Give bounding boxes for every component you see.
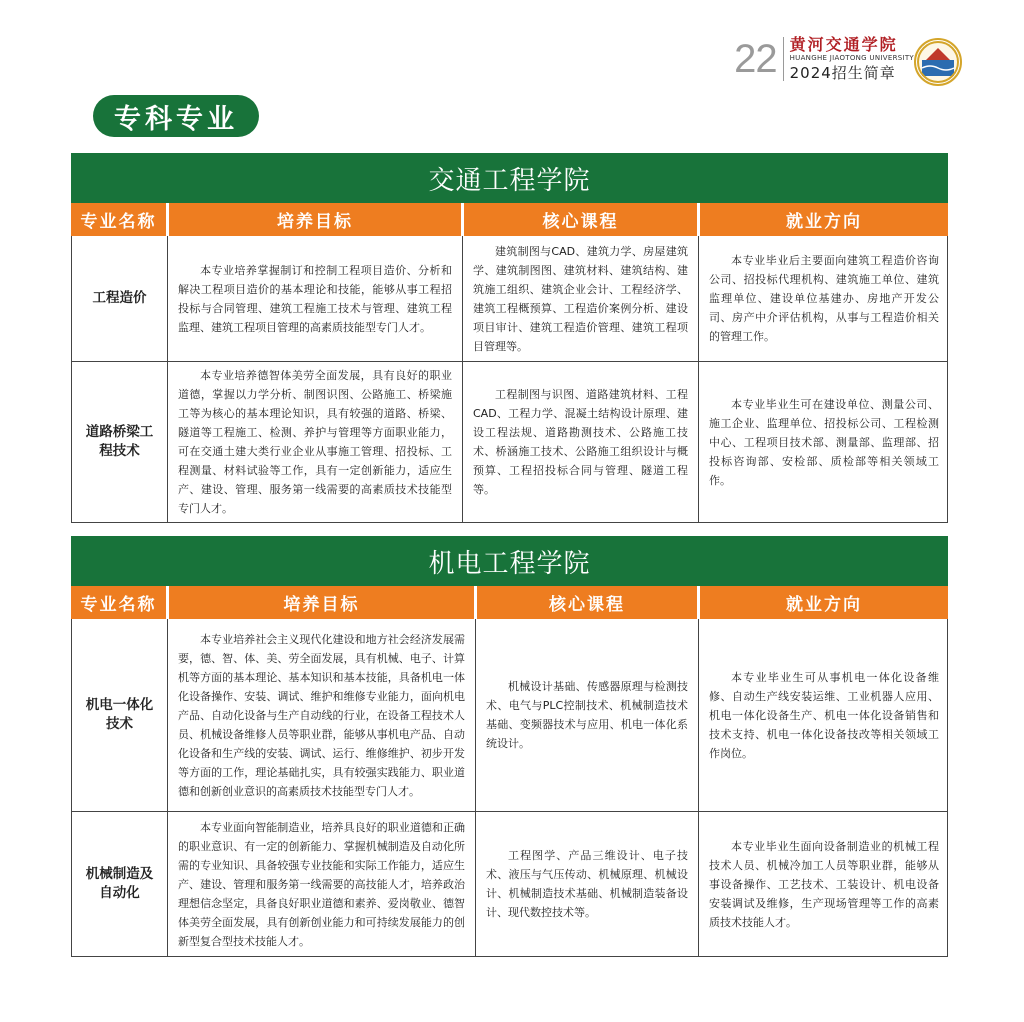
training-goal: 本专业培养掌握制订和控制工程项目造价、分析和解决工程项目造价的基本理论和技能，能够从事工程招投标与合同管理、建筑工程施工技术与管理、建筑工程监理、建筑工程项目管理的高素质技能型专门人才。 — [167, 236, 462, 361]
college-title: 机电工程学院 — [71, 536, 948, 586]
brochure-title: 2024招生简章 — [789, 64, 896, 82]
major-name: 工程造价 — [92, 290, 147, 306]
school-logo-icon — [914, 38, 962, 86]
col-header-courses: 核心课程 — [461, 203, 697, 236]
major-name: 道路桥梁工程技术 — [85, 424, 154, 459]
header-divider — [783, 37, 784, 81]
career-direction: 本专业毕业生面向设备制造业的机械工程技术人员、机械冷加工人员等职业群，能够从事设备操作、工艺技术、工装设计、机电设备安装调试及维修，生产现场管理等工作的高素质技术技能人才。 — [698, 812, 949, 956]
school-name-cn: 黄河交通学院 — [789, 35, 898, 54]
table-row — [71, 362, 948, 523]
header-text — [790, 36, 914, 82]
career-direction: 本专业毕业生可在建设单位、测量公司、施工企业、监理单位、招投标公司、工程检测中心、工程项目技术部、测量部、监理部、招投标咨询部、安检部、质检部等相关领域工作。 — [698, 362, 949, 522]
table-row — [71, 619, 948, 812]
college-table-mechatronics — [71, 536, 948, 957]
table-row — [71, 236, 948, 362]
col-header-career: 就业方向 — [697, 586, 948, 619]
col-header-goal: 培养目标 — [166, 586, 474, 619]
career-direction: 本专业毕业后主要面向建筑工程造价咨询公司、招投标代理机构、建筑施工单位、建筑监理单位、建设单位基建办、房地产开发公司、房产中介评估机构，从事与工程造价相关的管理工作。 — [698, 236, 949, 361]
table-header — [71, 586, 948, 619]
training-goal: 本专业培养德智体美劳全面发展，具有良好的职业道德，掌握以力学分析、制图识图、公路施工、桥梁施工等为核心的基本理论知识，具有较强的道路、桥梁、隧道等工程施工、检测、养护与管理等方面职业能力，可在交通土建大类行业企业从事施工管理、招投标、工程测量、材料试验等工作，具有一定创新能力，适应生产、建设、管理、服务第一线需要的高素质技术技能型专门人才。 — [167, 362, 462, 522]
school-name-en: HUANGHE JIAOTONG UNIVERSITY — [789, 54, 914, 62]
training-goal: 本专业面向智能制造业，培养具良好的职业道德和正确的职业意识、有一定的创新能力、掌握机械制造及自动化所需的专业知识、具备较强专业技能和实际工作能力，适应生产、建设、管理和服务第一线需要的高技能人才，培养政治理想信念坚定，具备良好职业道德和素养、爱岗敬业、德智体美劳全面发展，具有创新创业能力和可持续发展能力的创新型复合型技术技能人才。 — [167, 812, 475, 956]
training-goal: 本专业培养社会主义现代化建设和地方社会经济发展需要，德、智、体、美、劳全面发展，具有机械、电子、计算机等方面的基本理论、基本知识和基本技能，具备机电一体化设备操作、安装、调试、维护和维修专业能力，面向机电产品、自动化设备与生产自动线的行业，在设备工程技术人员、机械设备维修人员等职业群，能够从事机电产品、自动化设备和生产线的安装、调试、运行、维修维护、初步开发等方面的工作，理论基础扎实，具有较强实践能力、职业道德和创新创业意识的高素质技术技能型专门人才。 — [167, 619, 475, 811]
col-header-courses: 核心课程 — [474, 586, 697, 619]
table-header — [71, 203, 948, 236]
col-header-career: 就业方向 — [697, 203, 948, 236]
college-title: 交通工程学院 — [71, 153, 948, 203]
major-name: 机械制造及自动化 — [85, 866, 154, 901]
core-courses: 机械设计基础、传感器原理与检测技术、电气与PLC控制技术、机械制造技术基础、变频器技术与应用、机电一体化系统设计。 — [475, 619, 698, 811]
major-name: 机电一体化技术 — [85, 697, 154, 732]
col-header-name: 专业名称 — [80, 595, 157, 615]
core-courses: 工程制图与识图、道路建筑材料、工程CAD、工程力学、混凝土结构设计原理、建设工程法规、道路勘测技术、公路施工技术、桥涵施工技术、公路施工组织设计与概预算、工程招投标合同与管理、隧道工程等。 — [462, 362, 698, 522]
page-number: 22 — [734, 37, 777, 81]
core-courses: 工程图学、产品三维设计、电子技术、液压与气压传动、机械原理、机械设计、机械制造技术基础、机械制造装备设计、现代数控技术等。 — [475, 812, 698, 956]
core-courses: 建筑制图与CAD、建筑力学、房屋建筑学、建筑制图图、建筑材料、建筑结构、建筑施工组织、建筑企业会计、工程经济学、建筑工程概预算、工程造价案例分析、建设项目审计、建筑工程造价管理、建筑工程项目管理等。 — [462, 236, 698, 361]
college-table-transport — [71, 153, 948, 523]
section-title: 专科专业 — [93, 95, 259, 137]
career-direction: 本专业毕业生可从事机电一体化设备维修、自动生产线安装运维、工业机器人应用、机电一体化设备生产、机电一体化设备销售和技术支持、机电一体化设备技改等相关领域工作岗位。 — [698, 619, 949, 811]
col-header-name: 专业名称 — [80, 212, 157, 232]
col-header-goal: 培养目标 — [166, 203, 461, 236]
table-row — [71, 812, 948, 957]
